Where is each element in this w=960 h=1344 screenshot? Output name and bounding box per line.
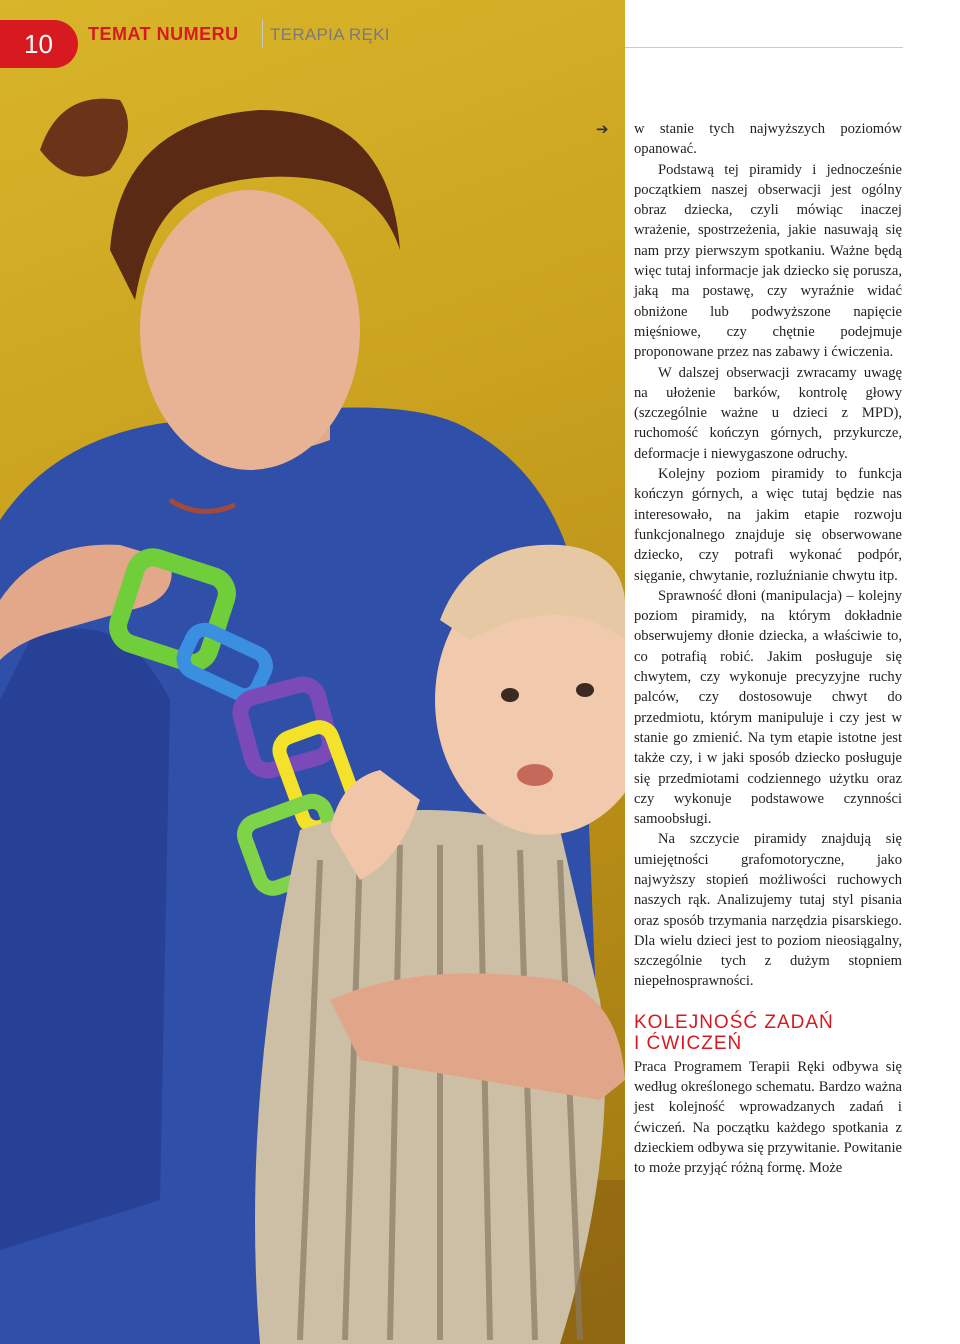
- section-heading-line: KOLEJNOŚĆ ZADAŃ: [634, 1011, 834, 1033]
- continue-arrow-icon: ➔: [596, 120, 609, 138]
- paragraph: Podstawą tej piramidy i jednocześnie początkiem naszej obserwacji jest ogólny obraz dziecka, czyli mówiąc inaczej wrażenie, spostrzeżenia, jakie nasuwają się nam przy pierwszym spotkaniu. Ważne będą więc tutaj informacje jak dziecko się porusza, jaką ma postawę, czy wyraźnie widać obniżone lub podwyższone napięcie mięśniowe, czy chętnie podejmuje proponowane przez nas zabawy i ćwiczenia.: [634, 161, 902, 361]
- article-column: [634, 119, 902, 1179]
- header-rule: [625, 47, 903, 48]
- paragraph: Kolejny poziom piramidy to funkcja kończyn górnych, a więc tutaj będzie nas interesowało, na jakim etapie rozwoju funkcjonalnego znajduje się obserwowane dziecko, czy potrafi wykonać podpór, sięganie, chwytanie, rozluźnianie chwytu itp.: [634, 466, 902, 584]
- paragraph: Na szczycie piramidy znajdują się umiejętności grafomotoryczne, jako najwyższy stopień możliwości ruchowych naszych rąk. Analizujemy tutaj styl pisania oraz sposób trzymania narzędzia pisarskiego. Dla wielu dzieci jest to poziom nieosiągalny, szczególnie tych z dużym stopniem niepełnosprawności.: [634, 831, 902, 990]
- section-heading-line: I ĆWICZEŃ: [634, 1032, 743, 1054]
- section-title: TEMAT NUMERU: [88, 24, 239, 44]
- header-divider: [262, 20, 263, 48]
- paragraph: W dalszej obserwacji zwracamy uwagę na ułożenie barków, kontrolę głowy (szczególnie ważne u dzieci z MPD), ruchomość kończyn górnych, przykurcze, deformacje i niewygaszone odruchy.: [634, 364, 902, 462]
- paragraph: w stanie tych najwyższych poziomów opanować.: [634, 121, 902, 158]
- paragraph: Sprawność dłoni (manipulacja) – kolejny poziom piramidy, na którym dokładnie obserwujemy dłonie dziecka, a właściwie to, co potrafią robić. Jakim posługuje się chwytem, czy wykonuje precyzyjne ruchy palców, czy dostosowuje chwyt do przedmiotu, którym manipuluje i czy jest w stanie go zmienić. Na tym etapie istotne jest także czy, i w jaki sposób dziecko posługuje się przedmiotami codziennego użytku oraz czy wykonuje podstawowe czynności samoobsługi.: [634, 587, 902, 828]
- section-subtitle: TERAPIA RĘKI: [270, 25, 390, 44]
- section-heading: [634, 1012, 902, 1054]
- page-number: 10: [0, 20, 78, 68]
- paragraph: Praca Programem Terapii Ręki odbywa się według określonego schematu. Bardzo ważna jest kolejność wprowadzanych zadań i ćwiczeń. Na początku każdego spotkania z dzieckiem odbywa się przywitanie. Powitanie to może przyjąć różną formę. Może: [634, 1058, 902, 1177]
